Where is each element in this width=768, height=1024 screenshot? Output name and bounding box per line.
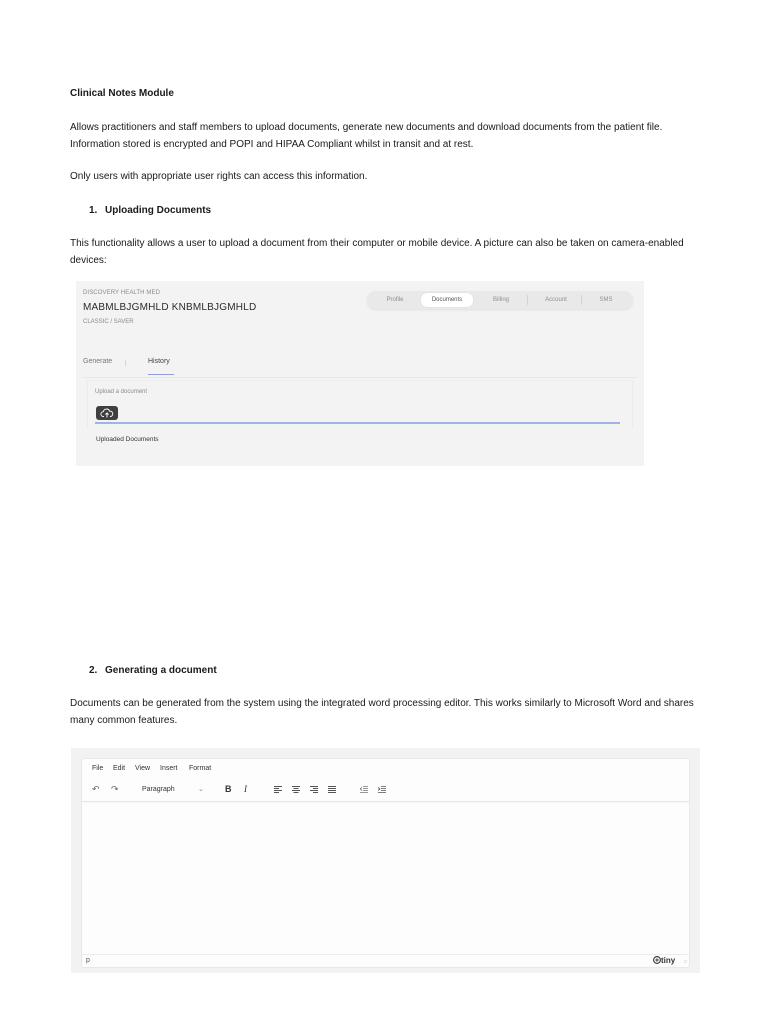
editor (81, 758, 690, 968)
tiny-brand[interactable] (653, 956, 675, 965)
patient-nav-tabs (367, 291, 633, 309)
align-center-icon[interactable] (292, 786, 300, 793)
outdent-icon[interactable] (360, 786, 368, 793)
cloud-upload-icon (100, 408, 114, 418)
section2-number: 2. (89, 665, 98, 676)
redo-icon[interactable]: ↷ (111, 784, 119, 794)
active-subtab-indicator (148, 374, 174, 375)
tab-separator (581, 295, 582, 305)
patient-name: MABMLBJGMHLD KNBMLBJGMHLD (83, 302, 257, 313)
indent-icon[interactable] (378, 786, 386, 793)
editor-statusbar (82, 954, 689, 968)
tab-sms[interactable]: SMS (599, 297, 613, 303)
bold-button[interactable]: B (225, 784, 232, 794)
subtab-history[interactable]: History (148, 358, 170, 365)
element-path[interactable]: p (86, 957, 90, 964)
tab-profile[interactable]: Profile (386, 297, 404, 303)
subtab-generate[interactable]: Generate (83, 358, 113, 365)
menu-format[interactable]: Format (189, 765, 212, 772)
tab-billing[interactable]: Billing (492, 297, 509, 303)
tab-separator (527, 295, 528, 305)
section1-body: This functionality allows a user to upload a document from their computer or mobile device. A picture can also be taken on camera-enabled devices: (70, 238, 684, 266)
tiny-logo-icon (653, 956, 661, 964)
resize-handle-icon[interactable]: ⁙ (683, 960, 689, 966)
tab-account[interactable]: Account (545, 297, 567, 303)
menu-view[interactable]: View (135, 765, 151, 772)
align-justify-icon[interactable] (328, 786, 336, 793)
chevron-down-icon: ⌄ (198, 786, 204, 793)
access-note: Only users with appropriate user rights can access this information. (70, 171, 368, 182)
align-left-icon[interactable] (274, 786, 282, 793)
section1-heading: Uploading Documents (105, 205, 212, 216)
section1-number: 1. (89, 205, 98, 216)
toolbar-divider (82, 801, 689, 802)
plan-name: CLASSIC / SAVER (83, 319, 134, 325)
tiny-brand-label: tiny (661, 956, 676, 965)
upload-button[interactable] (96, 406, 118, 420)
menu-file[interactable]: File (92, 765, 104, 772)
align-right-icon[interactable] (310, 786, 318, 793)
insurer-name: DISCOVERY HEALTH MED (83, 290, 161, 296)
document-title: Clinical Notes Module (70, 88, 174, 99)
menu-edit[interactable]: Edit (113, 765, 126, 772)
intro-paragraph: Allows practitioners and staff members to upload documents, generate new documents and download documents from the patient file. Information stored is encrypted and POPI and HIPAA Compliant whilst in transit and at rest. (70, 122, 663, 150)
upload-screenshot (76, 281, 644, 466)
section2-heading: Generating a document (105, 665, 217, 676)
undo-icon[interactable]: ↶ (92, 784, 100, 794)
menu-insert[interactable]: Insert (160, 765, 178, 772)
subtab-divider (83, 377, 637, 378)
editor-screenshot (71, 748, 700, 973)
upload-panel (87, 380, 633, 428)
section2-body: Documents can be generated from the system using the integrated word processing editor. This works similarly to Microsoft Word and shares many common features. (70, 698, 694, 726)
block-format-select[interactable]: Paragraph (142, 786, 175, 793)
upload-label: Upload a document (95, 389, 148, 395)
italic-button[interactable]: I (244, 784, 247, 794)
editor-content-area[interactable] (82, 804, 689, 953)
subtab-separator (125, 360, 126, 366)
tab-documents[interactable]: Documents (421, 293, 473, 307)
upload-progress-bar (95, 422, 620, 424)
uploaded-documents-heading: Uploaded Documents (96, 436, 159, 443)
